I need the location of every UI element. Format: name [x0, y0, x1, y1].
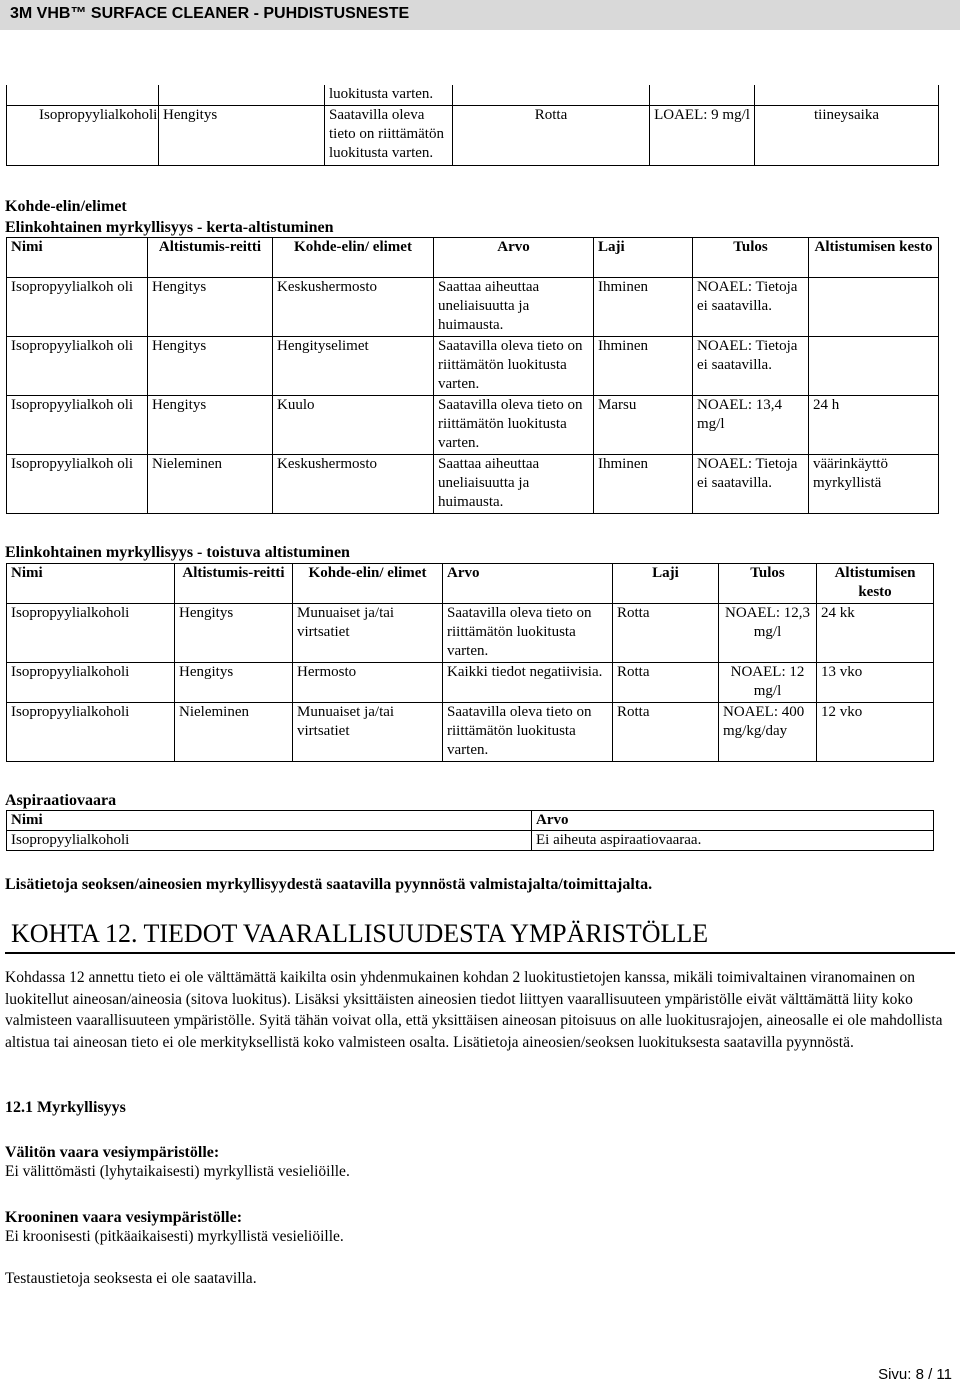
table-cell: Hengitys — [175, 604, 293, 663]
additional-info: Lisätietoja seoksen/aineosien myrkyllisyydestä saatavilla pyynnöstä valmistajalta/toimittajalta. — [5, 876, 653, 893]
section-12-paragraph: Kohdassa 12 annettu tieto ei ole välttämättä kaikilta osin yhdenmukainen kohdan 2 luokitustietojen kanssa, mikäli toimivaltainen viranomainen on luokitellut aineosan/aineosia (sitova luokitus). Lisäksi yksittäisten aineosien tiedot liittyen vaarallisuuteen ympäristölle eivät välttämättä liity koko valmisteen vaarallisuuteen ympäristölle. Syitä tähän voivat olla, että yksittäisen aineosan pitoisuus on alle luokitusrajojen, aineosalle ei ole mahdollista altistua tai aineosan tieto ei ole merkityksellistä koko valmisteen osalta. Lisätietoja aineosien/seoksen luokituksesta saatavilla pyynnöstä. — [5, 969, 943, 1051]
column-header: Laji — [613, 564, 719, 604]
table-cell: Hengitys — [148, 337, 273, 396]
section-heading-aspiration: Aspiraatiovaara — [5, 792, 117, 809]
table-cell: Ihminen — [594, 455, 693, 514]
section-subheading-single-exposure: Elinkohtainen myrkyllisyys - kerta-altistuminen — [5, 219, 334, 236]
table-cell: Ihminen — [594, 278, 693, 337]
test-data-text: Testaustietoja seoksesta ei ole saatavilla. — [5, 1270, 257, 1287]
table-row — [7, 337, 939, 396]
table-row — [7, 105, 939, 165]
table-cell: Ei aiheuta aspiraatiovaaraa. — [532, 831, 934, 851]
table-cell: Isopropyylialkoh oli — [7, 455, 148, 514]
table-row — [7, 455, 939, 514]
column-header: Nimi — [7, 238, 148, 278]
table-cell: Nieleminen — [148, 455, 273, 514]
acute-hazard-heading: Välitön vaara vesiympäristölle: — [5, 1144, 220, 1161]
top-table — [6, 85, 939, 166]
table-cell: 24 kk — [817, 604, 934, 663]
table-cell: 24 h — [809, 396, 939, 455]
table-cell: Isopropyylialkoh oli — [7, 278, 148, 337]
table-cell: NOAEL: 12,3 mg/l — [719, 604, 817, 663]
table-cell: Isopropyylialkoholi — [7, 831, 532, 851]
column-header: Altistumisen kesto — [817, 564, 934, 604]
page-number: Sivu: 8 / 11 — [878, 1366, 952, 1383]
table-cell — [650, 85, 755, 105]
table-cell: Saatavilla oleva tieto on riittämätön luokitusta varten. — [434, 337, 594, 396]
table-header-row — [7, 811, 934, 831]
column-header: Arvo — [532, 811, 934, 831]
table-cell: NOAEL: Tietoja ei saatavilla. — [693, 455, 809, 514]
table-cell: Rotta — [613, 663, 719, 703]
table-header-row — [7, 564, 934, 604]
table-cell: Saatavilla oleva tieto on riittämätön luokitusta varten. — [325, 105, 453, 165]
table-cell: Marsu — [594, 396, 693, 455]
table-cell: NOAEL: 400 mg/kg/day — [719, 703, 817, 762]
column-header: Arvo — [434, 238, 594, 278]
table-row — [7, 85, 939, 105]
table-header-row — [7, 238, 939, 278]
acute-hazard-text: Ei välittömästi (lyhytaikaisesti) myrkyllistä vesieliöille. — [5, 1163, 350, 1180]
table-cell: Isopropyylialkoholi — [7, 105, 159, 165]
column-header: Altistumis-reitti — [148, 238, 273, 278]
column-header: Arvo — [443, 564, 613, 604]
column-header: Nimi — [7, 564, 175, 604]
repeated-exposure-table — [6, 563, 934, 762]
table-cell: Saattaa aiheuttaa uneliaisuutta ja huimausta. — [434, 455, 594, 514]
table-cell: Rotta — [613, 604, 719, 663]
column-header: Nimi — [7, 811, 532, 831]
table-cell: Keskushermosto — [273, 278, 434, 337]
table-cell — [159, 85, 325, 105]
section-heading-target-organs: Kohde-elin/elimet — [5, 198, 127, 215]
table-row — [7, 663, 934, 703]
table-cell: Munuaiset ja/tai virtsatiet — [293, 604, 443, 663]
table-cell: Isopropyylialkoholi — [7, 663, 175, 703]
column-header: Altistumis-reitti — [175, 564, 293, 604]
table-cell: Isopropyylialkoholi — [7, 703, 175, 762]
table-cell — [809, 278, 939, 337]
table-cell: 13 vko — [817, 663, 934, 703]
chronic-hazard-heading: Krooninen vaara vesiympäristölle: — [5, 1209, 243, 1226]
table-cell: Hengitys — [148, 278, 273, 337]
table-cell: Hengitys — [175, 663, 293, 703]
table-row — [7, 396, 939, 455]
column-header: Tulos — [719, 564, 817, 604]
table-cell: Hengityselimet — [273, 337, 434, 396]
section-subheading-repeated-exposure: Elinkohtainen myrkyllisyys - toistuva altistuminen — [5, 544, 350, 561]
table-cell: NOAEL: 12 mg/l — [719, 663, 817, 703]
table-cell — [7, 85, 159, 105]
table-cell: Kuulo — [273, 396, 434, 455]
table-cell: Ihminen — [594, 337, 693, 396]
table-cell: NOAEL: Tietoja ei saatavilla. — [693, 337, 809, 396]
single-exposure-table — [6, 237, 939, 514]
table-cell: LOAEL: 9 mg/l — [650, 105, 755, 165]
table-cell: NOAEL: Tietoja ei saatavilla. — [693, 278, 809, 337]
table-cell: Hengitys — [148, 396, 273, 455]
table-cell: Saattaa aiheuttaa uneliaisuutta ja huimausta. — [434, 278, 594, 337]
table-cell: Saatavilla oleva tieto on riittämätön luokitusta varten. — [443, 703, 613, 762]
table-cell: Isopropyylialkoh oli — [7, 337, 148, 396]
table-cell: Saatavilla oleva tieto on riittämätön luokitusta varten. — [443, 604, 613, 663]
table-cell: Isopropyylialkoh oli — [7, 396, 148, 455]
table-cell: Rotta — [613, 703, 719, 762]
document-title: 3M VHB™ SURFACE CLEANER - PUHDISTUSNESTE — [10, 5, 410, 22]
table-cell: 12 vko — [817, 703, 934, 762]
aspiration-table — [6, 810, 934, 851]
table-cell — [453, 85, 650, 105]
section-12-heading — [5, 916, 955, 954]
column-header: Kohde-elin/ elimet — [273, 238, 434, 278]
table-cell — [809, 337, 939, 396]
table-cell: Hengitys — [159, 105, 325, 165]
table-row — [7, 831, 934, 851]
table-cell: Munuaiset ja/tai virtsatiet — [293, 703, 443, 762]
table-cell: väärinkäyttö myrkyllistä — [809, 455, 939, 514]
section-12-title: KOHTA 12. TIEDOT VAARALLISUUDESTA YMPÄRISTÖLLE — [11, 919, 709, 948]
table-cell — [755, 85, 939, 105]
table-cell: Isopropyylialkoholi — [7, 604, 175, 663]
table-row — [7, 703, 934, 762]
column-header: Kohde-elin/ elimet — [293, 564, 443, 604]
table-cell: Rotta — [453, 105, 650, 165]
chronic-hazard-text: Ei kroonisesti (pitkäaikaisesti) myrkyllistä vesieliöille. — [5, 1228, 344, 1245]
table-cell: luokitusta varten. — [325, 85, 453, 105]
table-row — [7, 278, 939, 337]
table-row — [7, 604, 934, 663]
table-cell: Kaikki tiedot negatiivisia. — [443, 663, 613, 703]
table-cell: Keskushermosto — [273, 455, 434, 514]
subsection-12-1: 12.1 Myrkyllisyys — [5, 1099, 126, 1116]
column-header: Tulos — [693, 238, 809, 278]
table-cell: Hermosto — [293, 663, 443, 703]
table-cell: Saatavilla oleva tieto on riittämätön luokitusta varten. — [434, 396, 594, 455]
table-cell: tiineysaika — [755, 105, 939, 165]
table-cell: NOAEL: 13,4 mg/l — [693, 396, 809, 455]
column-header: Altistumisen kesto — [809, 238, 939, 278]
table-cell: Nieleminen — [175, 703, 293, 762]
column-header: Laji — [594, 238, 693, 278]
